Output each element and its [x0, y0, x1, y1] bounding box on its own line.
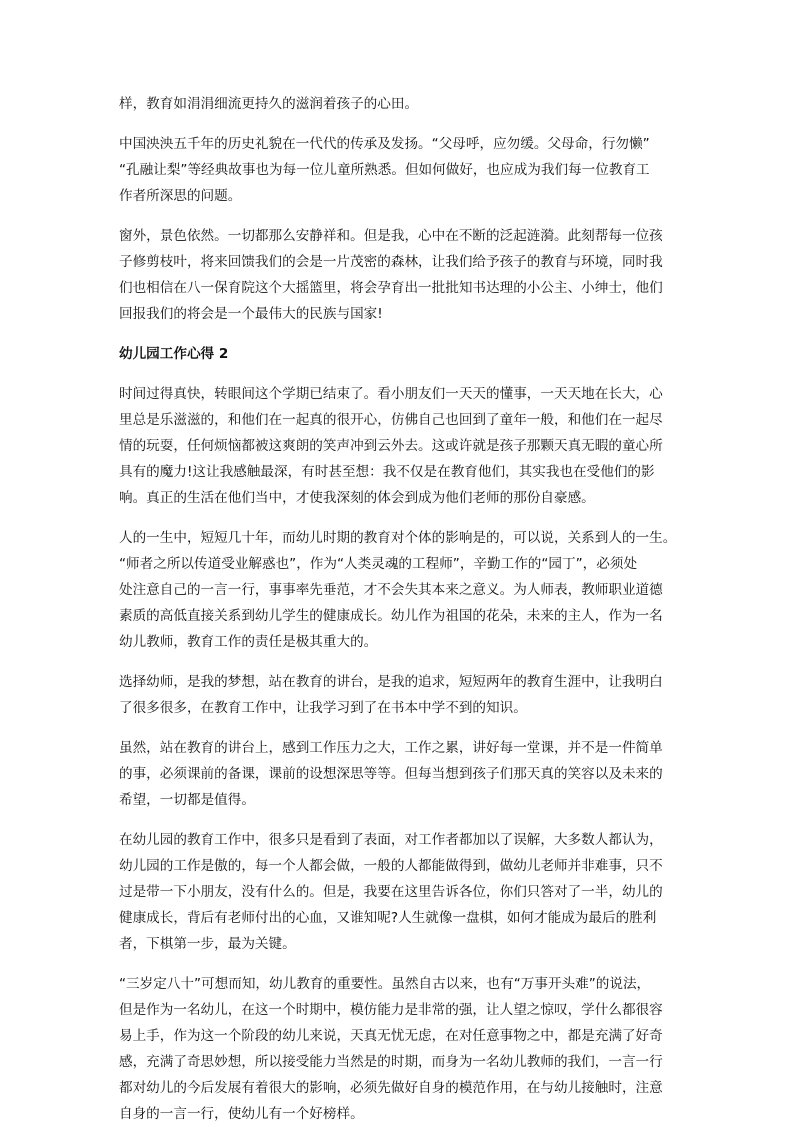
- text-line: 了很多很多，在教育工作中，让我学习到了在书本中学不到的知识。: [119, 700, 527, 716]
- text-line: 易上手，作为这一个阶段的幼儿来说，天真无忧无虑，在对任意事物之中，都是充满了好奇: [119, 1028, 663, 1044]
- text-line: 回报我们的将会是一个最伟大的民族与国家!: [119, 306, 383, 322]
- paragraph-gap: [119, 327, 677, 341]
- paragraph: [119, 525, 677, 655]
- paragraph-gap: [119, 367, 677, 381]
- text-line: 幼儿教师，教育工作的责任是极其重大的。: [119, 634, 378, 650]
- text-line: 都对幼儿的今后发展有着很大的影响，必须先做好自身的模范作用，在与幼儿接触时，注意: [119, 1080, 663, 1096]
- text-line: “师者之所以传道受业解惑也”，作为“人类灵魂的工程师”，辛勤工作的“园丁”，必须处: [119, 556, 638, 572]
- text-line: 作者所深思的问题。: [119, 188, 242, 204]
- text-line: 但是作为一名幼儿，在这一个时期中，模仿能力是非常的强，让人望之惊叹，学什么都很容: [119, 1002, 663, 1018]
- document-page: [119, 91, 677, 1127]
- paragraph: [119, 381, 677, 511]
- paragraph-gap: [119, 655, 677, 669]
- text-line: 具有的魔力!这让我感触最深，有时甚至想：我不仅是在教育他们，其实我也在受他们的影: [119, 464, 655, 480]
- text-line: 过是带一下小朋友，没有什么的。但是，我要在这里告诉各位，你们只答对了一半，幼儿的: [119, 884, 663, 900]
- text-line: 们也相信在八一保育院这个大摇篮里，将会孕育出一批批知书达理的小公主、小绅士，他们: [119, 280, 663, 296]
- paragraph: [119, 669, 677, 721]
- text-line: 人的一生中，短短几十年，而幼儿时期的教育对个体的影响是的，可以说，关系到人的一生。: [119, 530, 677, 546]
- text-line: 健康成长，背后有老师付出的心血，又谁知呢?人生就像一盘棋，如何才能成为最后的胜利: [119, 910, 657, 926]
- text-line: 希望，一切都是值得。: [119, 792, 255, 808]
- text-line: 中国泱泱五千年的历史礼貌在一代代的传承及发扬。“父母呼，应勿缓。父母命，行勿懒”: [119, 136, 650, 152]
- paragraph: [119, 971, 677, 1127]
- paragraph: [119, 131, 677, 209]
- paragraph-gap: [119, 957, 677, 971]
- paragraph: [119, 91, 677, 117]
- paragraph: [119, 827, 677, 957]
- paragraph-gap: [119, 813, 677, 827]
- text-line: 在幼儿园的教育工作中，很多只是看到了表面，对工作者都加以了误解，大多数人都认为，: [119, 832, 663, 848]
- text-line: 幼儿园的工作是傲的，每一个人都会做，一般的人都能做得到，做幼儿老师并非难事，只不: [119, 858, 663, 874]
- text-line: 感，充满了奇思妙想，所以接受能力当然是的时期，而身为一名幼儿教师的我们，一言一行: [119, 1054, 663, 1070]
- text-line: “孔融让梨”等经典故事也为每一位儿童所熟悉。但如何做好，也应成为我们每一位教育工: [119, 162, 650, 178]
- text-line: 情的玩耍，任何烦恼都被这爽朗的笑声冲到云外去。这或许就是孩子那颗天真无暇的童心所: [119, 438, 663, 454]
- text-line: 虽然，站在教育的讲台上，感到工作压力之大，工作之累，讲好每一堂课，并不是一件简单: [119, 740, 663, 756]
- text-line: 者，下棋第一步，最为关键。: [119, 936, 296, 952]
- heading-text: 幼儿园工作心得 2: [119, 346, 229, 362]
- text-line: 选择幼师，是我的梦想，站在教育的讲台，是我的追求，短短两年的教育生涯中，让我明白: [119, 674, 663, 690]
- paragraph-gap: [119, 209, 677, 223]
- paragraph-gap: [119, 511, 677, 525]
- paragraph-gap: [119, 721, 677, 735]
- text-line: 窗外，景色依然。一切都那么安静祥和。但是我，心中在不断的泛起涟漪。此刻帮每一位孩: [119, 228, 663, 244]
- text-line: 子修剪枝叶，将来回馈我们的会是一片茂密的森林，让我们给予孩子的教育与环境，同时我: [119, 254, 663, 270]
- text-line: 处注意自己的一言一行，事事率先垂范，才不会失其本来之意义。为人师表，教师职业道德: [119, 582, 663, 598]
- text-line: 里总是乐滋滋的，和他们在一起真的很开心，仿佛自己也回到了童年一般，和他们在一起尽: [119, 412, 663, 428]
- text-line: 自身的一言一行，使幼儿有一个好榜样。: [119, 1106, 364, 1122]
- text-line: 时间过得真快，转眼间这个学期已结束了。看小朋友们一天天的懂事，一天天地在长大，心: [119, 386, 663, 402]
- text-line: 响。真正的生活在他们当中，才使我深刻的体会到成为他们老师的那份自豪感。: [119, 490, 595, 506]
- text-line: 素质的高低直接关系到幼儿学生的健康成长。幼儿作为祖国的花朵，未来的主人，作为一名: [119, 608, 663, 624]
- paragraph: [119, 735, 677, 813]
- paragraph: [119, 223, 677, 327]
- text-line: 样，教育如涓涓细流更持久的滋润着孩子的心田。: [119, 96, 419, 112]
- text-line: “三岁定八十”可想而知，幼儿教育的重要性。虽然自古以来，也有“万事开头难”的说法，: [119, 976, 651, 992]
- text-line: 的事，必须课前的备课，课前的设想深思等等。但每当想到孩子们那天真的笑容以及未来的: [119, 766, 663, 782]
- paragraph-gap: [119, 117, 677, 131]
- section-heading: [119, 341, 677, 367]
